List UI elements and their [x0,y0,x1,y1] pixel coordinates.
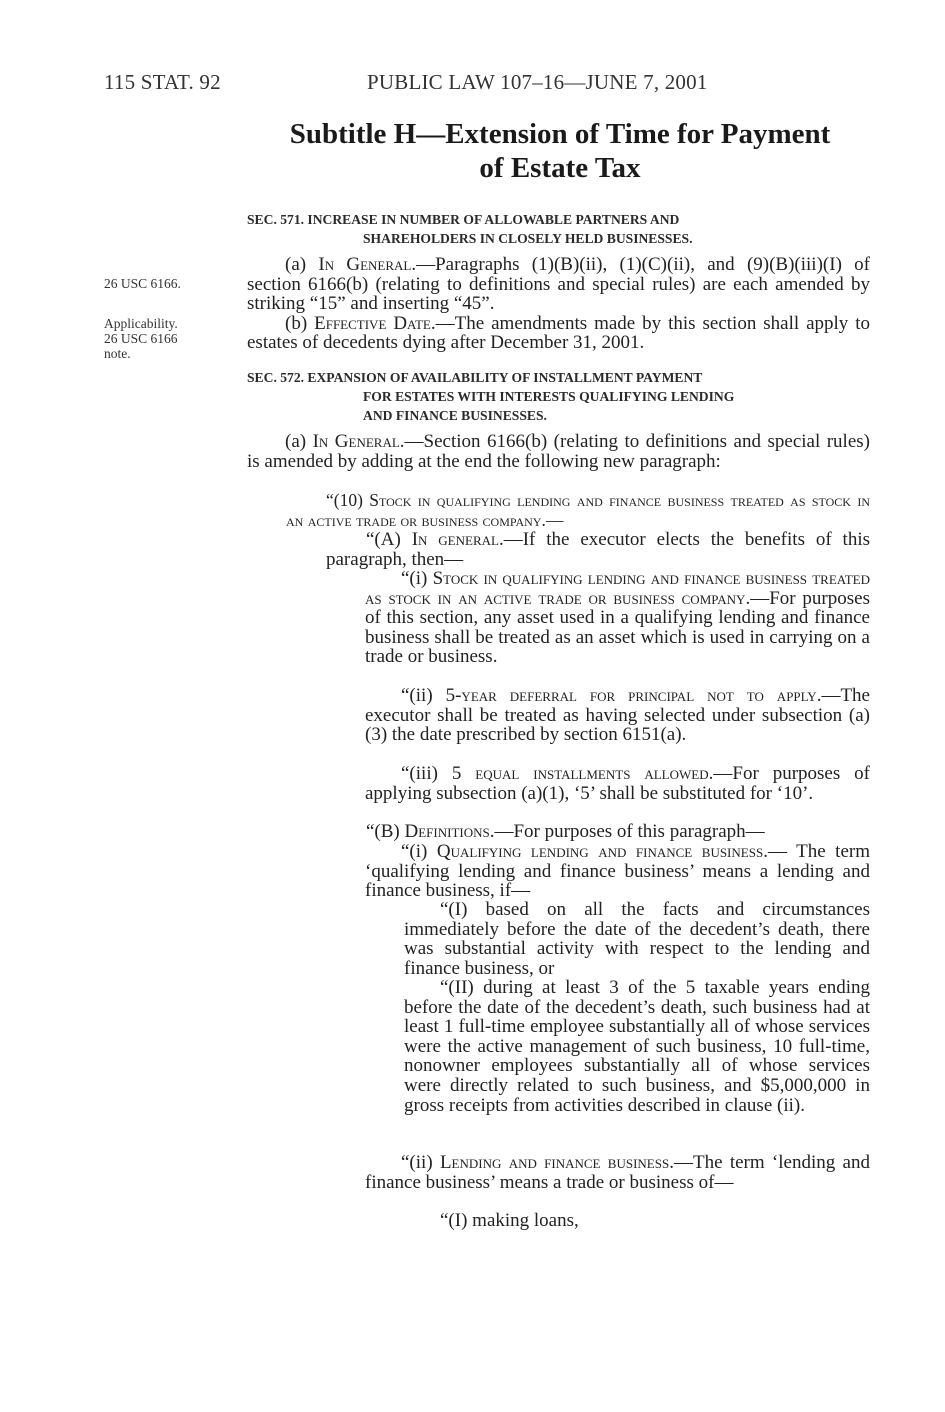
subparagraph-label: “(B) [366,821,405,842]
paragraph-caption: Stock in qualifying lending and finance business treated as stock in an active trade or business company [286,490,870,530]
subparagraph-A-text [326,530,870,569]
section-571-body [247,255,870,353]
subparagraph-B-text [326,822,870,842]
clause-caption: Stock in qualifying lending and finance business treated as stock in an active trade or business company [365,568,870,609]
subclause-B-i-II [404,978,870,1115]
margin-note-applicability-note: note. [104,346,131,361]
clause-caption: 5-year deferral for principal not to apply [445,685,817,706]
clause-B-i [365,842,870,901]
clause-text: .—The executor shall be treated as having selected under subsection (a)(3) the date prescribed by section 6151(a). [365,685,870,746]
clause-A-ii [365,686,870,745]
clause-text: .— The term ‘qualifying lending and finance business’ means a lending and finance business, if— [365,841,871,902]
subclause-B-i-II-text: “(II) during at least 3 of the 5 taxable years ending before the date of the decedent’s death, such business had at least 1 full-time employee substantially all of whose services were the active management of such business, 10 full-time, nonowner employees substantially all of whose services were directly related to such business, and $5,000,000 in gross receipts from activities described in clause (ii). [404,977,870,1116]
margin-note-applicability [104,316,178,361]
section-571-heading-line-2: SHAREHOLDERS IN CLOSELY HELD BUSINESSES. [363,231,693,246]
clause-text: .—For purposes of this section, any asset used in a qualifying lending and finance business shall be treated as an asset which is used in carrying on a trade or business. [365,587,870,668]
subsection-text: .—Paragraphs (1)(B)(ii), (1)(C)(ii), and (9)(B)(iii)(I) of section 6166(b) (relating to definitions and special rules) are each amended by striking “15” and inserting “45”. [247,254,870,315]
margin-note-applicability-usc: 26 USC 6166 [104,331,178,346]
subsection-text: .—Section 6166(b) (relating to definitions and special rules) is amended by adding at the end the following new paragraph: [247,431,870,472]
clause-text: .—The term ‘lending and finance business’ means a trade or business of— [365,1152,870,1193]
section-572-heading [247,368,870,425]
subparagraph-text: .—If the executor elects the benefits of this paragraph, then— [326,529,870,570]
stat-page-number: 115 STAT. 92 [104,70,221,94]
clause-caption: Qualifying lending and finance business [436,841,764,862]
subparagraph-label: “(A) [366,529,412,550]
margin-note-applicability-label: Applicability. [104,316,178,331]
subparagraph-caption: Definitions [404,821,490,842]
subparagraph-text: .—For purposes of this paragraph— [489,821,765,842]
paragraph-label: “(10) [326,490,370,510]
subparagraph-A [326,530,870,569]
subsection-text: .—The amendments made by this section shall apply to estates of decedents dying after December 31, 2001. [247,312,871,354]
clause-B-ii-text [365,1153,870,1192]
subclause-B-ii-I [404,1211,870,1231]
section-572-subsection-a [247,432,870,471]
clause-label: “(i) [401,568,433,589]
margin-note-usc: 26 USC 6166. [104,276,181,291]
subparagraph-B [326,822,870,842]
paragraph-10-text [286,491,870,530]
subclause-B-ii-I-text: “(I) making loans, [440,1210,579,1231]
subtitle-line-2: of Estate Tax [479,152,641,184]
clause-label: “(ii) [401,685,446,706]
clause-caption: Lending and finance business [439,1152,670,1173]
section-572-heading-line-2: FOR ESTATES WITH INTERESTS QUALIFYING LENDING [363,389,735,404]
clause-label: “(i) [401,841,437,862]
subparagraph-caption: In general [411,529,499,550]
subtitle-line-1: Subtitle H—Extension of Time for Payment [289,118,831,150]
section-571-subsection-a [247,255,870,314]
paragraph-10-heading [286,491,870,530]
subsection-label: (b) [285,312,315,334]
subsection-caption: Effective Date [314,312,431,334]
paragraph-dash: .— [541,509,564,530]
clause-B-ii [365,1153,870,1192]
subsection-label: (a) [285,254,319,275]
clause-B-i-text [365,842,870,901]
public-law-date: PUBLIC LAW 107–16—JUNE 7, 2001 [367,70,708,94]
clause-A-iii-text [365,764,870,803]
section-571-heading [247,210,870,248]
subsection-caption: In General [312,431,400,452]
clause-A-ii-text [365,686,870,745]
section-572-heading-line-1: SEC. 572. EXPANSION OF AVAILABILITY OF INSTALLMENT PAYMENT [247,370,703,385]
subclause-B-i-I-text: “(I) based on all the facts and circumstances immediately before the date of the decedent’s death, there was substantial activity with respect to the lending and finance business, or [404,899,870,979]
clause-label: “(ii) [401,1152,440,1173]
clause-label: “(iii) [401,763,452,784]
subsection-label: (a) [285,431,313,452]
section-572-heading-line-3: AND FINANCE BUSINESSES. [363,408,547,423]
subclause-B-i-I [404,900,870,978]
section-571-heading-line-1: SEC. 571. INCREASE IN NUMBER OF ALLOWABLE PARTNERS AND [247,212,680,227]
section-572-subsection-a-text [247,432,870,471]
clause-text: .—For purposes of applying subsection (a)(1), ‘5’ shall be substituted for ‘10’. [365,763,870,804]
clause-A-i [365,569,870,667]
clause-caption: 5 equal installments allowed [451,763,709,784]
clause-A-iii [365,764,870,803]
subtitle-heading [230,117,890,185]
subsection-caption: In General [318,254,412,275]
clause-A-i-text [365,569,870,667]
section-571-subsection-b [247,314,870,353]
